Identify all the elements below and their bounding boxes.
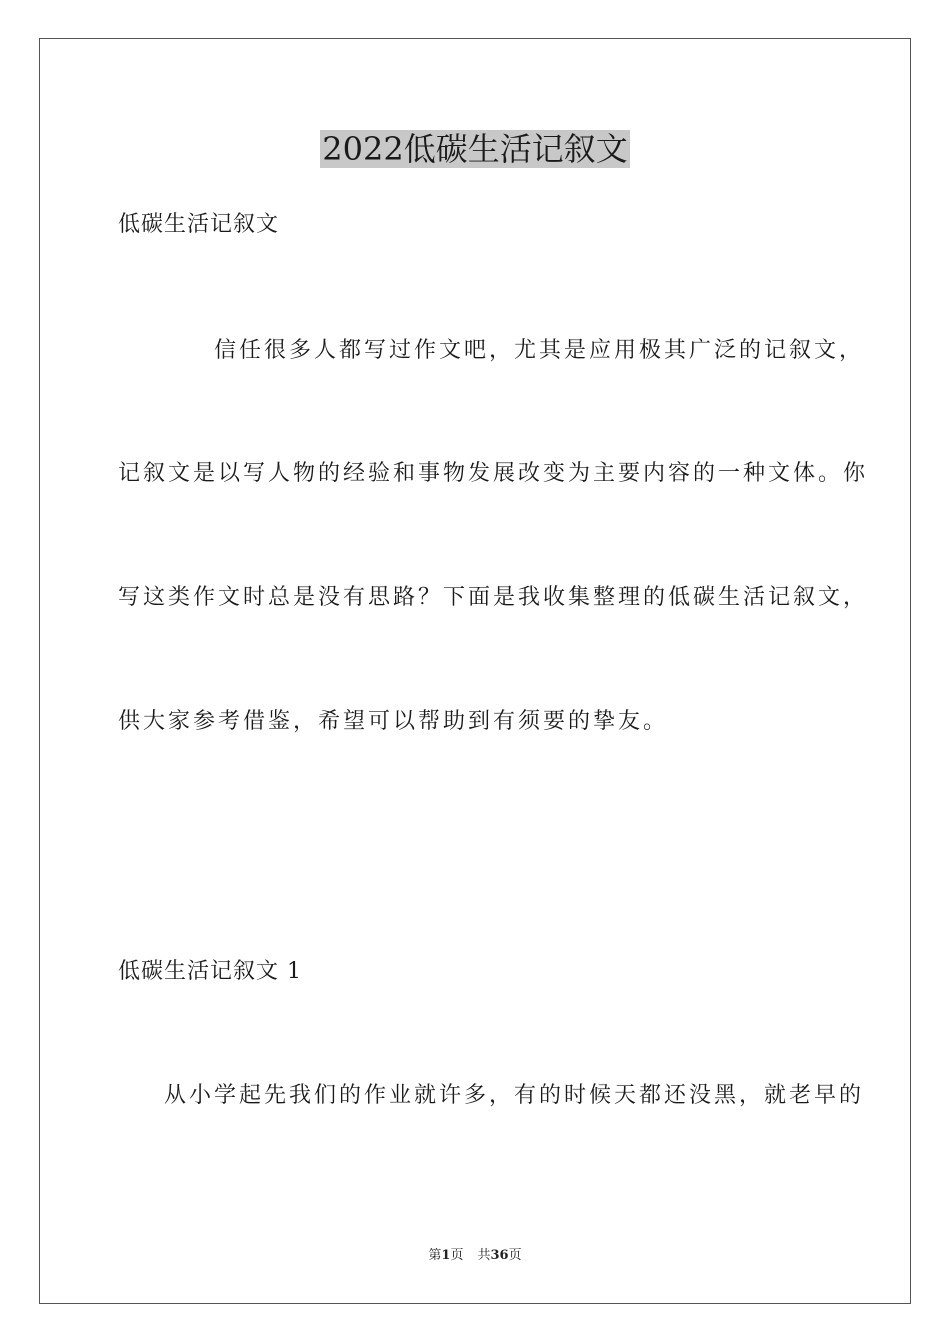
section-heading: 低碳生活记叙文 1	[118, 959, 302, 984]
document-subtitle: 低碳生活记叙文	[118, 212, 280, 237]
intro-paragraph-line-1: 信任很多人都写过作文吧，尤其是应用极其广泛的记叙文，	[214, 338, 865, 363]
footer-total-prefix: 共	[477, 1248, 491, 1263]
intro-paragraph-line-4: 供大家参考借鉴，希望可以帮助到有须要的挚友。	[118, 709, 669, 734]
page-footer	[0, 1247, 950, 1265]
section-paragraph-line-1: 从小学起先我们的作业就许多，有的时候天都还没黑，就老早的	[164, 1083, 865, 1108]
footer-page-suffix: 页	[450, 1248, 464, 1263]
document-title	[0, 128, 950, 170]
footer-total-suffix: 页	[508, 1248, 522, 1263]
footer-page-prefix: 第	[428, 1248, 442, 1263]
document-title-text: 2022低碳生活记叙文	[322, 130, 628, 168]
footer-total-pages: 36	[490, 1248, 509, 1263]
intro-paragraph-line-3: 写这类作文时总是没有思路？下面是我收集整理的低碳生活记叙文，	[118, 585, 869, 610]
intro-paragraph-line-2: 记叙文是以写人物的经验和事物发展改变为主要内容的一种文体。你	[118, 461, 869, 486]
footer-page-number: 1	[441, 1248, 451, 1263]
